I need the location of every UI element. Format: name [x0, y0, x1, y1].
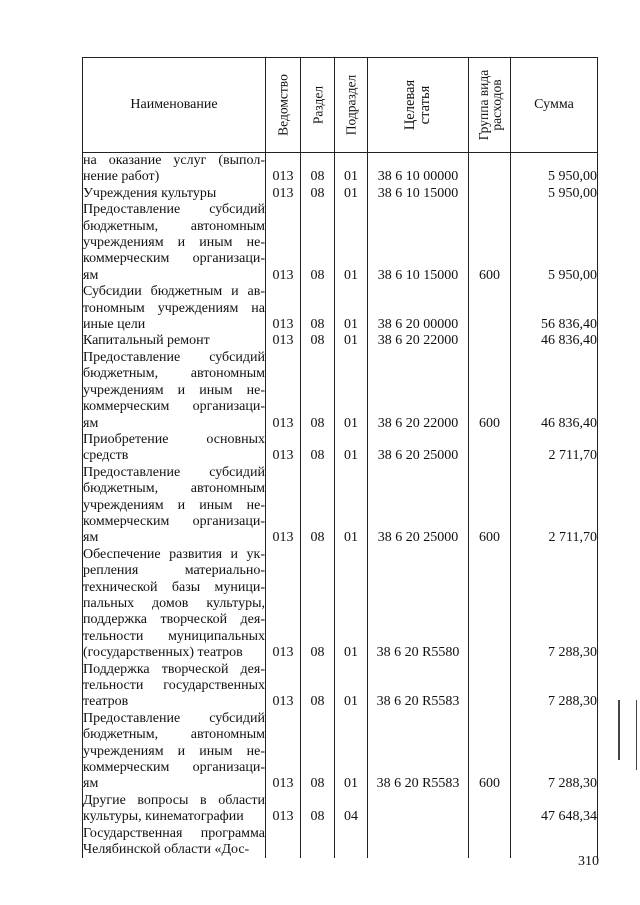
cell-target: [368, 793, 469, 826]
name-line: пальных домов культуры,: [83, 595, 265, 611]
name-line: коммерческим организаци-: [83, 513, 265, 529]
cell-name: [83, 284, 266, 333]
cell-sum: 7 288,30: [511, 547, 598, 662]
name-line: ям: [83, 776, 99, 792]
page-number: 310: [578, 854, 599, 869]
cell-name: [83, 153, 266, 186]
cell-subsection: 01: [335, 662, 368, 711]
cell-target: 38 6 20 R5583: [368, 662, 469, 711]
cell-subsection: 01: [335, 186, 368, 202]
name-line: коммерческим организаци-: [83, 399, 265, 415]
cell-dept: 013: [266, 153, 301, 186]
cell-section: 08: [301, 284, 335, 333]
table-row: [83, 547, 598, 662]
cell-section: 08: [301, 186, 335, 202]
name-line: тономным учреждениям на: [83, 300, 265, 316]
table-row: [83, 350, 598, 432]
cell-subsection: 01: [335, 333, 368, 349]
scan-mark: [636, 700, 637, 770]
table-row: [83, 793, 598, 826]
cell-group: 600: [469, 350, 511, 432]
cell-subsection: 01: [335, 284, 368, 333]
name-line: бюджетным, автономным: [83, 481, 265, 497]
cell-subsection: 01: [335, 711, 368, 793]
column-header-name: Наименование: [83, 58, 266, 153]
name-line: учреждениям и иным не-: [83, 743, 265, 759]
scan-mark: [618, 700, 620, 760]
cell-target: 38 6 20 R5580: [368, 547, 469, 662]
cell-group: [469, 186, 511, 202]
table-row: [83, 826, 598, 859]
name-line: бюджетным, автономным: [83, 727, 265, 743]
cell-target: 38 6 10 15000: [368, 186, 469, 202]
name-line: технической базы муници-: [83, 579, 265, 595]
table-row: [83, 711, 598, 793]
name-line: тельности муниципальных: [83, 628, 265, 644]
name-line: бюджетным, автономным: [83, 366, 265, 382]
cell-subsection: [335, 826, 368, 859]
cell-target: 38 6 20 25000: [368, 432, 469, 465]
name-line: Предоставление субсидий: [83, 202, 265, 218]
cell-target: 38 6 10 15000: [368, 202, 469, 284]
cell-dept: 013: [266, 186, 301, 202]
cell-sum: 5 950,00: [511, 153, 598, 186]
name-line: Поддержка творческой дея-: [83, 661, 265, 677]
cell-target: 38 6 20 22000: [368, 333, 469, 349]
name-line: репления материально-: [83, 563, 265, 579]
cell-group: 600: [469, 711, 511, 793]
cell-name: [83, 202, 266, 284]
cell-dept: 013: [266, 432, 301, 465]
cell-subsection: 01: [335, 547, 368, 662]
table-row: [83, 333, 598, 349]
name-line: ям: [83, 267, 99, 283]
cell-group: [469, 662, 511, 711]
cell-subsection: 04: [335, 793, 368, 826]
cell-name: [83, 793, 266, 826]
name-line: бюджетным, автономным: [83, 218, 265, 234]
column-header-target: Целевая статья: [368, 58, 469, 153]
cell-group: [469, 547, 511, 662]
name-line: Субсидии бюджетным и ав-: [83, 284, 265, 300]
cell-section: 08: [301, 465, 335, 547]
cell-group: [469, 284, 511, 333]
cell-name: [83, 465, 266, 547]
name-line: (государственных) театров: [83, 645, 243, 661]
cell-target: 38 6 10 00000: [368, 153, 469, 186]
cell-dept: 013: [266, 711, 301, 793]
cell-target: 38 6 20 R5583: [368, 711, 469, 793]
table-header: [83, 58, 598, 153]
name-line: учреждениям и иным не-: [83, 382, 265, 398]
cell-sum: 2 711,70: [511, 465, 598, 547]
cell-sum: 5 950,00: [511, 186, 598, 202]
name-line: Предоставление субсидий: [83, 710, 265, 726]
column-header-subsection: Подраздел: [335, 58, 368, 153]
cell-section: 08: [301, 153, 335, 186]
cell-dept: 013: [266, 350, 301, 432]
cell-group: [469, 793, 511, 826]
cell-dept: [266, 826, 301, 859]
cell-subsection: 01: [335, 465, 368, 547]
column-header-sum: Сумма: [511, 58, 598, 153]
cell-group: [469, 826, 511, 859]
cell-section: 08: [301, 350, 335, 432]
cell-section: 08: [301, 793, 335, 826]
budget-table: [82, 57, 598, 858]
name-line: Предоставление субсидий: [83, 464, 265, 480]
name-line: иные цели: [83, 317, 146, 333]
name-line: ям: [83, 530, 99, 546]
cell-group: [469, 153, 511, 186]
column-header-group: Группа вида расходов: [469, 58, 511, 153]
cell-dept: 013: [266, 202, 301, 284]
table-row: [83, 432, 598, 465]
cell-dept: 013: [266, 793, 301, 826]
name-line: Учреждения культуры: [83, 185, 217, 201]
table-row: [83, 186, 598, 202]
cell-name: [83, 333, 266, 349]
cell-target: [368, 826, 469, 859]
table-row: [83, 662, 598, 711]
cell-target: 38 6 20 00000: [368, 284, 469, 333]
cell-sum: 56 836,40: [511, 284, 598, 333]
cell-section: 08: [301, 662, 335, 711]
cell-target: 38 6 20 25000: [368, 465, 469, 547]
cell-section: 08: [301, 202, 335, 284]
cell-dept: 013: [266, 333, 301, 349]
table-row: [83, 465, 598, 547]
name-line: коммерческим организаци-: [83, 760, 265, 776]
table-row: [83, 202, 598, 284]
cell-name: [83, 547, 266, 662]
cell-subsection: 01: [335, 202, 368, 284]
cell-dept: 013: [266, 284, 301, 333]
cell-group: [469, 432, 511, 465]
name-line: Обеспечение развития и ук-: [83, 546, 265, 562]
name-line: тельности государственных: [83, 678, 265, 693]
cell-subsection: 01: [335, 153, 368, 186]
name-line: театров: [83, 694, 129, 710]
cell-sum: 2 711,70: [511, 432, 598, 465]
cell-dept: 013: [266, 662, 301, 711]
cell-sum: 47 648,34: [511, 793, 598, 826]
name-line: средств: [83, 448, 129, 464]
cell-group: 600: [469, 202, 511, 284]
name-line: нение работ): [83, 169, 160, 185]
cell-section: [301, 826, 335, 859]
name-line: Челябинской области «Дос-: [83, 842, 250, 858]
cell-subsection: 01: [335, 350, 368, 432]
cell-section: 08: [301, 333, 335, 349]
cell-dept: 013: [266, 465, 301, 547]
cell-section: 08: [301, 711, 335, 793]
cell-dept: 013: [266, 547, 301, 662]
cell-name: [83, 186, 266, 202]
table-row: [83, 284, 598, 333]
name-line: Капитальный ремонт: [83, 333, 210, 349]
table-body: [83, 153, 598, 859]
column-header-dept: Ведомство: [266, 58, 301, 153]
table-row: [83, 153, 598, 186]
column-header-section: Раздел: [301, 58, 335, 153]
cell-group: [469, 333, 511, 349]
cell-name: [83, 432, 266, 465]
name-line: учреждениям и иным не-: [83, 497, 265, 513]
cell-sum: 7 288,30: [511, 711, 598, 793]
cell-name: [83, 711, 266, 793]
cell-target: 38 6 20 22000: [368, 350, 469, 432]
name-line: Приобретение основных: [83, 431, 265, 447]
cell-sum: 5 950,00: [511, 202, 598, 284]
cell-section: 08: [301, 547, 335, 662]
cell-name: [83, 350, 266, 432]
cell-sum: 7 288,30: [511, 662, 598, 711]
cell-name: [83, 662, 266, 711]
name-line: на оказание услуг (выпол-: [83, 153, 265, 168]
name-line: культуры, кинематографии: [83, 809, 244, 825]
cell-subsection: 01: [335, 432, 368, 465]
name-line: Государственная программа: [83, 825, 265, 841]
name-line: ям: [83, 415, 99, 431]
cell-sum: 46 836,40: [511, 350, 598, 432]
name-line: Другие вопросы в области: [83, 792, 265, 808]
name-line: учреждениям и иным не-: [83, 235, 265, 251]
name-line: поддержка творческой дея-: [83, 612, 265, 628]
cell-section: 08: [301, 432, 335, 465]
name-line: Предоставление субсидий: [83, 349, 265, 365]
cell-sum: 46 836,40: [511, 333, 598, 349]
name-line: коммерческим организаци-: [83, 251, 265, 267]
cell-group: 600: [469, 465, 511, 547]
cell-name: [83, 826, 266, 859]
